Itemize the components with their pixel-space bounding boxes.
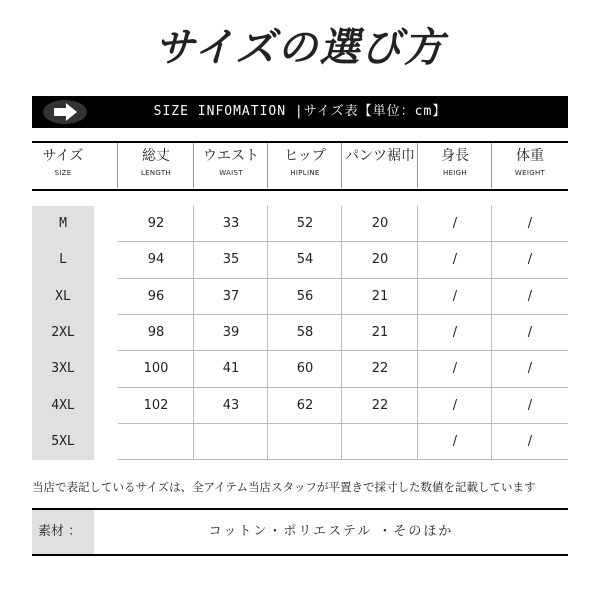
- column-divider: [341, 206, 342, 460]
- cell-waist: 35: [222, 252, 240, 268]
- cell-weight: /: [527, 288, 533, 304]
- cell-hem-width: 21: [371, 288, 389, 304]
- cell-hip: 52: [296, 216, 314, 231]
- cell-height: /: [452, 361, 458, 377]
- cell-waist: 41: [222, 361, 240, 377]
- header-height: 身長 HEIGH: [441, 148, 469, 177]
- table-row: [32, 206, 568, 242]
- cell-waist: [194, 424, 268, 460]
- header-divider: [267, 143, 268, 188]
- header-length: 総丈 LENGTH: [140, 148, 172, 177]
- size-info-banner: [32, 96, 568, 128]
- cell-hem-width: 22: [371, 397, 389, 413]
- column-divider: [193, 206, 194, 460]
- header-divider: [341, 143, 342, 188]
- cell-hip: 60: [296, 361, 314, 377]
- cell-size: 2XL: [51, 324, 75, 340]
- page-title: サイズの選び方: [154, 25, 446, 71]
- cell-waist: 33: [222, 216, 240, 231]
- cell-height: /: [452, 252, 458, 268]
- column-divider: [267, 206, 268, 460]
- cell-hip: [268, 424, 342, 460]
- cell-size: L: [59, 252, 67, 268]
- cell-height: /: [452, 397, 458, 413]
- column-divider: [417, 206, 418, 460]
- header-weight: 体重 WEIGHT: [514, 148, 546, 177]
- cell-hip: 62: [296, 397, 314, 413]
- cell-length: 100: [143, 361, 169, 377]
- measurement-note: 当店で表記しているサイズは、全アイテム当店スタッフが平置きで採寸した数値を記載しています: [32, 480, 536, 494]
- cell-hip: 54: [296, 252, 314, 268]
- cell-size: 3XL: [51, 361, 75, 377]
- material-label: 素材 ：: [32, 510, 94, 554]
- table-row: [32, 351, 568, 387]
- cell-weight: /: [527, 216, 533, 231]
- header-hip: ヒップ HIPLINE: [284, 148, 326, 177]
- cell-waist: 39: [222, 324, 240, 340]
- material-value: コットン・ポリエステル ・そのほか: [208, 524, 454, 539]
- cell-hip: 58: [296, 324, 314, 340]
- header-divider: [117, 143, 118, 188]
- cell-length: 94: [147, 252, 165, 268]
- cell-hem-width: 21: [371, 324, 389, 340]
- table-row: [32, 388, 568, 424]
- cell-weight: /: [527, 433, 533, 449]
- cell-weight: /: [527, 397, 533, 413]
- cell-hem-width: [342, 424, 418, 460]
- header-bottom-rule: [32, 189, 568, 191]
- cell-height: /: [452, 288, 458, 304]
- row-divider: [118, 459, 568, 460]
- header-waist: ウエスト WAIST: [203, 148, 259, 177]
- table-row: [32, 242, 568, 278]
- cell-length: [118, 424, 194, 460]
- cell-weight: /: [527, 324, 533, 340]
- header-divider: [417, 143, 418, 188]
- cell-height: /: [452, 216, 458, 231]
- cell-size: XL: [55, 288, 71, 304]
- cell-length: 92: [147, 216, 165, 231]
- cell-weight: /: [527, 361, 533, 377]
- header-hem-width: パンツ裾巾: [345, 148, 415, 164]
- table-row: [32, 279, 568, 315]
- cell-size: M: [59, 216, 67, 231]
- table-header: [32, 143, 568, 188]
- cell-hem-width: 20: [371, 252, 389, 268]
- cell-length: 98: [147, 324, 165, 340]
- cell-height: /: [452, 433, 458, 449]
- header-size: サイズ SIZE: [42, 148, 84, 177]
- column-divider: [491, 206, 492, 460]
- cell-length: 102: [143, 397, 169, 413]
- material-row: [32, 508, 568, 556]
- cell-weight: /: [527, 252, 533, 268]
- table-row: [32, 424, 568, 460]
- banner-text: SIZE INFOMATION |サイズ表【単位：cm】: [153, 104, 447, 119]
- header-divider: [193, 143, 194, 188]
- cell-waist: 37: [222, 288, 240, 304]
- cell-length: 96: [147, 288, 165, 304]
- cell-hem-width: 20: [371, 216, 389, 231]
- cell-height: /: [452, 324, 458, 340]
- cell-waist: 43: [222, 397, 240, 413]
- table-row: [32, 315, 568, 351]
- cell-size: 5XL: [51, 433, 75, 449]
- cell-hem-width: 22: [371, 361, 389, 377]
- header-divider: [491, 143, 492, 188]
- cell-hip: 56: [296, 288, 314, 304]
- cell-size: 4XL: [51, 397, 75, 413]
